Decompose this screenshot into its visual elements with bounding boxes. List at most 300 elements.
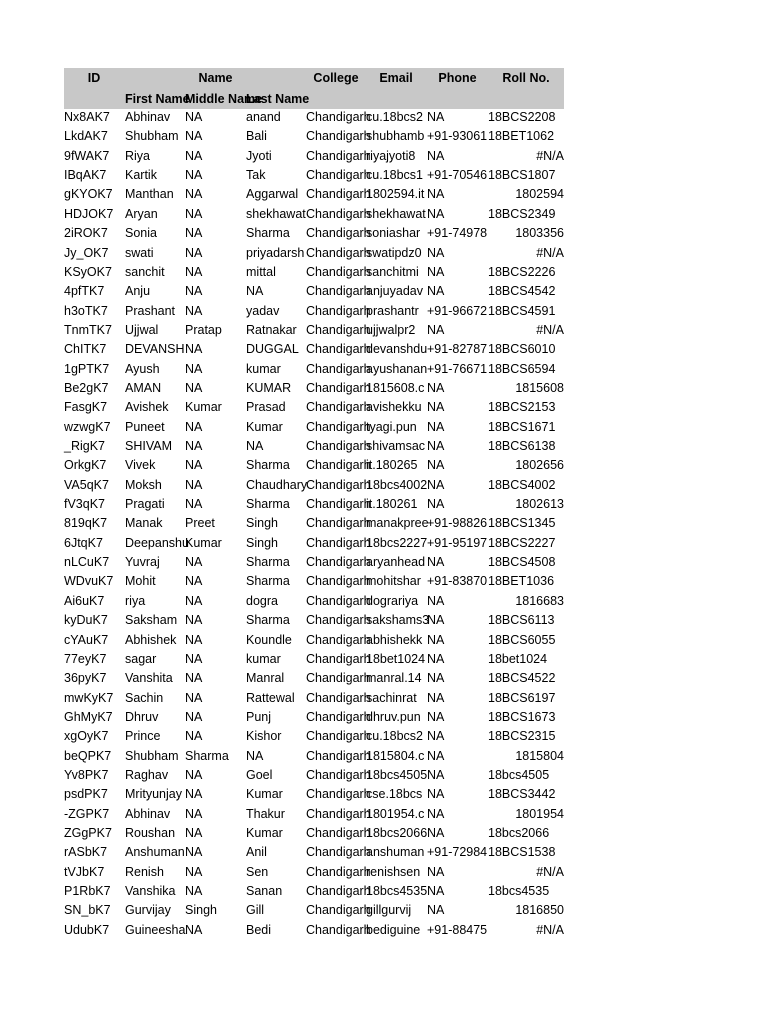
cell-middle-name: NA <box>185 826 203 840</box>
cell-roll-no: 18BCS4591 <box>488 303 556 318</box>
cell-roll-no: 1802656 <box>515 458 564 473</box>
cell-email: swatipdz0 <box>366 245 422 260</box>
cell-email: manakpree <box>366 516 429 531</box>
cell-first-name: Saksham <box>125 613 178 628</box>
cell-middle-name: NA <box>185 787 203 802</box>
cell-last-name: Jyoti <box>246 148 272 163</box>
cell-roll-no: 18BCS1671 <box>488 419 556 434</box>
cell-first-name: Prashant <box>125 303 176 318</box>
cell-phone: NA <box>427 826 445 840</box>
cell-middle-name: NA <box>185 690 203 705</box>
cell-phone: NA <box>427 110 445 124</box>
cell-phone: NA <box>427 264 445 279</box>
cell-first-name: AMAN <box>125 380 162 395</box>
cell-first-name: Abhishek <box>125 632 177 647</box>
cell-college: Chandigarh <box>306 284 371 299</box>
cell-roll-no: 18BCS2315 <box>488 729 556 744</box>
cell-id: Be2gK7 <box>64 380 109 395</box>
cell-phone: NA <box>427 651 445 666</box>
cell-college: Chandigarh <box>306 497 371 511</box>
cell-id: _RigK7 <box>64 439 105 453</box>
cell-phone: +91-83870 <box>427 574 488 589</box>
cell-roll-no: 18bcs2066 <box>488 826 550 840</box>
cell-id: xgOyK7 <box>64 729 109 744</box>
cell-first-name: Vanshika <box>125 884 176 898</box>
cell-id: OrkgK7 <box>64 458 107 473</box>
cell-last-name: shekhawat <box>246 206 306 221</box>
cell-middle-name: NA <box>185 226 203 241</box>
cell-first-name: Anshuman <box>125 845 185 860</box>
cell-phone: NA <box>427 864 445 879</box>
header-first-name: First Name <box>125 92 190 106</box>
cell-email: aryanhead <box>366 555 426 569</box>
cell-first-name: Abhinav <box>125 806 171 821</box>
cell-roll-no: 18BCS1673 <box>488 709 556 724</box>
cell-college: Chandigarh <box>306 380 371 395</box>
cell-college: Chandigarh <box>306 690 371 705</box>
cell-roll-no: 18BCS4508 <box>488 555 556 569</box>
cell-phone: NA <box>427 767 445 782</box>
cell-email: 18bcs2227 <box>366 535 428 550</box>
cell-college: Chandigarh <box>306 787 371 802</box>
header-last-name: Last Name <box>246 92 310 106</box>
cell-email: 1801954.c <box>366 806 425 821</box>
cell-email: anshuman <box>366 845 425 860</box>
cell-id: 77eyK7 <box>64 651 107 666</box>
cell-id: 6JtqK7 <box>64 535 103 550</box>
cell-id: 2iROK7 <box>64 226 108 241</box>
cell-middle-name: NA <box>185 729 203 744</box>
cell-phone: NA <box>427 632 445 647</box>
cell-college: Chandigarh <box>306 419 371 434</box>
cell-middle-name: NA <box>185 245 203 260</box>
cell-last-name: dogra <box>246 593 278 608</box>
cell-college: Chandigarh <box>306 922 371 937</box>
cell-first-name: Aryan <box>125 206 158 221</box>
cell-first-name: Vanshita <box>125 671 173 686</box>
cell-last-name: Sharma <box>246 555 290 569</box>
cell-phone: NA <box>427 787 445 802</box>
cell-last-name: Anil <box>246 845 267 860</box>
cell-email: dograriya <box>366 593 419 608</box>
cell-last-name: NA <box>246 748 264 763</box>
cell-id: gKYOK7 <box>64 187 113 202</box>
cell-id: Yv8PK7 <box>64 767 109 782</box>
cell-id: mwKyK7 <box>64 690 114 705</box>
cell-first-name: Roushan <box>125 826 176 840</box>
cell-last-name: Sanan <box>246 884 283 898</box>
cell-roll-no: 1816683 <box>515 593 564 608</box>
cell-email: tyagi.pun <box>366 419 417 434</box>
cell-middle-name: NA <box>185 419 203 434</box>
cell-last-name: Kishor <box>246 729 282 744</box>
cell-last-name: Singh <box>246 516 278 531</box>
cell-email: sakshams3 <box>366 613 430 628</box>
cell-phone: NA <box>427 477 445 492</box>
cell-id: WDvuK7 <box>64 574 114 589</box>
cell-last-name: Gill <box>246 903 265 918</box>
cell-roll-no: 18BCS2349 <box>488 206 556 221</box>
cell-middle-name: Pratap <box>185 322 222 337</box>
cell-id: nLCuK7 <box>64 555 110 569</box>
cell-middle-name: NA <box>185 709 203 724</box>
cell-phone: NA <box>427 555 445 569</box>
cell-first-name: Sachin <box>125 690 164 705</box>
cell-roll-no: 18BET1036 <box>488 574 555 589</box>
cell-phone: NA <box>427 419 445 434</box>
cell-phone: NA <box>427 884 445 898</box>
cell-id: IBqAK7 <box>64 168 107 183</box>
cell-last-name: Bali <box>246 129 267 144</box>
cell-middle-name: NA <box>185 767 203 782</box>
cell-id: GhMyK7 <box>64 709 113 724</box>
cell-last-name: Sharma <box>246 226 290 241</box>
cell-roll-no: 1803356 <box>515 226 564 241</box>
cell-email: mohitshar <box>366 574 421 589</box>
cell-roll-no: 18BCS1807 <box>488 168 556 183</box>
cell-phone: NA <box>427 593 445 608</box>
cell-id: P1RbK7 <box>64 884 111 898</box>
cell-id: TnmTK7 <box>64 322 112 337</box>
cell-roll-no: 18BET1062 <box>488 129 555 144</box>
cell-last-name: Sen <box>246 864 269 879</box>
cell-email: abhishekk <box>366 632 423 647</box>
cell-id: Ai6uK7 <box>64 593 105 608</box>
cell-middle-name: NA <box>185 632 203 647</box>
cell-email: cu.18bcs1 <box>366 168 423 183</box>
cell-roll-no: 18BCS6594 <box>488 361 556 376</box>
cell-college: Chandigarh <box>306 651 371 666</box>
cell-id: ChITK7 <box>64 342 107 357</box>
cell-roll-no: 18BCS4522 <box>488 671 556 686</box>
cell-phone: NA <box>427 613 445 628</box>
cell-phone: NA <box>427 497 445 511</box>
cell-id: KSyOK7 <box>64 264 112 279</box>
cell-id: beQPK7 <box>64 748 112 763</box>
cell-college: Chandigarh <box>306 439 371 453</box>
cell-email: 18bcs4535 <box>366 884 428 898</box>
cell-id: rASbK7 <box>64 845 108 860</box>
cell-roll-no: #N/A <box>536 922 564 937</box>
cell-college: Chandigarh <box>306 206 371 221</box>
cell-id: FasgK7 <box>64 400 108 415</box>
cell-email: 18bcs4002 <box>366 477 428 492</box>
cell-last-name: mittal <box>246 264 276 279</box>
cell-first-name: Manthan <box>125 187 174 202</box>
cell-email: 1802594.it <box>366 187 425 202</box>
cell-phone: +91-82787 <box>427 342 488 357</box>
cell-first-name: Moksh <box>125 477 162 492</box>
cell-college: Chandigarh <box>306 593 371 608</box>
cell-roll-no: 1802594 <box>515 187 564 202</box>
cell-email: ayushanan <box>366 361 428 376</box>
cell-first-name: Shubham <box>125 129 179 144</box>
cell-id: fV3qK7 <box>64 497 106 511</box>
cell-phone: NA <box>427 187 445 202</box>
cell-id: Jy_OK7 <box>64 245 109 260</box>
cell-id: HDJOK7 <box>64 206 114 221</box>
cell-first-name: Ujjwal <box>125 322 159 337</box>
cell-email: soniashar <box>366 226 421 241</box>
cell-college: Chandigarh <box>306 168 371 183</box>
cell-college: Chandigarh <box>306 245 371 260</box>
cell-email: ujjwalpr2 <box>366 322 416 337</box>
header-email: Email <box>379 71 413 85</box>
cell-last-name: Kumar <box>246 826 283 840</box>
cell-middle-name: NA <box>185 110 203 124</box>
cell-last-name: Koundle <box>246 632 292 647</box>
cell-roll-no: 1815804 <box>515 748 564 763</box>
cell-middle-name: NA <box>185 361 203 376</box>
cell-roll-no: 18BCS6010 <box>488 342 556 357</box>
cell-last-name: yadav <box>246 303 280 318</box>
header-name: Name <box>198 71 233 85</box>
cell-roll-no: 18BCS6113 <box>488 613 555 628</box>
cell-phone: +91-88475 <box>427 922 488 937</box>
cell-last-name: Tak <box>246 168 266 183</box>
cell-middle-name: NA <box>185 806 203 821</box>
cell-middle-name: NA <box>185 651 203 666</box>
cell-id: Nx8AK7 <box>64 110 110 124</box>
cell-college: Chandigarh <box>306 458 371 473</box>
cell-email: 18bcs4505 <box>366 767 428 782</box>
cell-roll-no: 18BCS6197 <box>488 690 556 705</box>
cell-last-name: kumar <box>246 361 281 376</box>
cell-college: Chandigarh <box>306 767 371 782</box>
cell-id: 819qK7 <box>64 516 108 531</box>
cell-college: Chandigarh <box>306 187 371 202</box>
cell-id: 1gPTK7 <box>64 361 110 376</box>
cell-roll-no: 18BCS6055 <box>488 632 556 647</box>
cell-middle-name: NA <box>185 574 203 589</box>
cell-first-name: Anju <box>125 284 151 299</box>
cell-last-name: Prasad <box>246 400 286 415</box>
cell-phone: +91-96672 <box>427 303 488 318</box>
cell-id: tVJbK7 <box>64 864 105 879</box>
cell-roll-no: 1802613 <box>515 497 564 511</box>
cell-middle-name: NA <box>185 206 203 221</box>
cell-phone: NA <box>427 748 445 763</box>
cell-last-name: DUGGAL <box>246 342 299 357</box>
cell-college: Chandigarh <box>306 671 371 686</box>
cell-id: ZGgPK7 <box>64 826 112 840</box>
cell-last-name: Aggarwal <box>246 187 299 202</box>
cell-college: Chandigarh <box>306 729 371 744</box>
cell-last-name: Punj <box>246 709 272 724</box>
cell-last-name: Sharma <box>246 458 290 473</box>
cell-college: Chandigarh <box>306 361 371 376</box>
cell-middle-name: NA <box>185 148 203 163</box>
cell-phone: NA <box>427 284 445 299</box>
cell-first-name: sanchit <box>125 264 165 279</box>
cell-first-name: Kartik <box>125 168 157 183</box>
cell-phone: NA <box>427 671 445 686</box>
cell-last-name: Kumar <box>246 787 283 802</box>
cell-id: cYAuK7 <box>64 632 109 647</box>
cell-email: shubhamb <box>366 129 425 144</box>
cell-college: Chandigarh <box>306 884 371 898</box>
cell-first-name: Pragati <box>125 497 165 511</box>
cell-middle-name: NA <box>185 497 203 511</box>
cell-last-name: Bedi <box>246 922 272 937</box>
cell-first-name: SHIVAM <box>125 439 172 453</box>
cell-last-name: Sharma <box>246 497 290 511</box>
cell-college: Chandigarh <box>306 226 371 241</box>
cell-roll-no: 18BCS2153 <box>488 400 556 415</box>
cell-email: gillgurvij <box>366 903 412 918</box>
cell-phone: +91-98826 <box>427 516 488 531</box>
cell-roll-no: 18BCS4002 <box>488 477 556 492</box>
cell-middle-name: Kumar <box>185 535 222 550</box>
cell-college: Chandigarh <box>306 613 371 628</box>
cell-college: Chandigarh <box>306 845 371 860</box>
cell-first-name: Yuvraj <box>125 555 160 569</box>
cell-college: Chandigarh <box>306 129 371 144</box>
cell-first-name: swati <box>125 245 154 260</box>
cell-roll-no: 18bcs4505 <box>488 767 550 782</box>
cell-last-name: Sharma <box>246 613 290 628</box>
cell-first-name: Ayush <box>125 361 160 376</box>
cell-id: VA5qK7 <box>64 477 109 492</box>
cell-email: shekhawat <box>366 206 426 221</box>
cell-middle-name: NA <box>185 129 203 144</box>
cell-id: wzwgK7 <box>64 419 111 434</box>
cell-roll-no: 18BCS2227 <box>488 535 556 550</box>
cell-college: Chandigarh <box>306 322 371 337</box>
cell-roll-no: 18BCS2208 <box>488 110 556 124</box>
cell-middle-name: NA <box>185 477 203 492</box>
cell-roll-no: 1815608 <box>515 380 564 395</box>
cell-phone: NA <box>427 400 445 415</box>
cell-college: Chandigarh <box>306 748 371 763</box>
header-id: ID <box>87 71 101 85</box>
cell-roll-no: 18BCS1345 <box>488 516 556 531</box>
cell-college: Chandigarh <box>306 477 371 492</box>
cell-college: Chandigarh <box>306 535 371 550</box>
cell-first-name: Dhruv <box>125 709 159 724</box>
cell-college: Chandigarh <box>306 826 371 840</box>
cell-id: h3oTK7 <box>64 303 108 318</box>
cell-phone: NA <box>427 458 445 473</box>
cell-first-name: Deepanshu <box>125 535 189 550</box>
cell-email: sachinrat <box>366 690 417 705</box>
cell-email: renishsen <box>366 864 421 879</box>
cell-roll-no: 18BCS4542 <box>488 284 556 299</box>
cell-roll-no: 1801954 <box>515 806 564 821</box>
cell-middle-name: NA <box>185 342 203 357</box>
cell-first-name: Guineesha <box>125 922 186 937</box>
header-middle-name: Middle Name <box>185 92 263 106</box>
cell-college: Chandigarh <box>306 709 371 724</box>
cell-email: 1815804.c <box>366 748 425 763</box>
cell-college: Chandigarh <box>306 555 371 569</box>
cell-roll-no: #N/A <box>536 245 564 260</box>
cell-email: cu.18bcs2 <box>366 110 423 124</box>
cell-first-name: Abhinav <box>125 110 171 124</box>
cell-middle-name: NA <box>185 380 203 395</box>
cell-email: 1815608.c <box>366 380 425 395</box>
cell-middle-name: Sharma <box>185 748 229 763</box>
cell-last-name: NA <box>246 439 264 453</box>
cell-last-name: Ratnakar <box>246 322 297 337</box>
cell-middle-name: NA <box>185 264 203 279</box>
cell-college: Chandigarh <box>306 903 371 918</box>
cell-email: it.180261 <box>366 497 418 511</box>
cell-college: Chandigarh <box>306 574 371 589</box>
cell-phone: NA <box>427 206 445 221</box>
cell-college: Chandigarh <box>306 632 371 647</box>
cell-last-name: anand <box>246 110 281 124</box>
cell-middle-name: NA <box>185 593 203 608</box>
cell-id: UdubK7 <box>64 922 110 937</box>
cell-phone: NA <box>427 690 445 705</box>
cell-roll-no: 18bet1024 <box>488 651 548 666</box>
cell-phone: +91-95197 <box>427 535 488 550</box>
cell-phone: NA <box>427 245 445 260</box>
cell-phone: NA <box>427 709 445 724</box>
cell-middle-name: NA <box>185 864 203 879</box>
cell-email: riyajyoti8 <box>366 148 416 163</box>
cell-first-name: Mohit <box>125 574 156 589</box>
cell-middle-name: NA <box>185 555 203 569</box>
cell-roll-no: 18BCS3442 <box>488 787 556 802</box>
cell-last-name: Chaudhary <box>246 477 308 492</box>
cell-last-name: kumar <box>246 651 281 666</box>
header-roll-no: Roll No. <box>502 71 550 85</box>
cell-email: bediguine <box>366 922 421 937</box>
cell-email: sanchitmi <box>366 264 419 279</box>
cell-phone: NA <box>427 439 445 453</box>
cell-id: -ZGPK7 <box>64 806 110 821</box>
cell-first-name: Riya <box>125 148 151 163</box>
cell-college: Chandigarh <box>306 806 371 821</box>
cell-middle-name: NA <box>185 187 203 202</box>
cell-first-name: Vivek <box>125 458 156 473</box>
cell-middle-name: Preet <box>185 516 215 531</box>
cell-last-name: KUMAR <box>246 380 292 395</box>
cell-college: Chandigarh <box>306 148 371 163</box>
cell-email: cu.18bcs2 <box>366 729 423 744</box>
cell-email: prashantr <box>366 303 419 318</box>
cell-id: 4pfTK7 <box>64 284 105 299</box>
cell-first-name: Raghav <box>125 767 169 782</box>
cell-phone: +91-93061 <box>427 129 488 144</box>
cell-roll-no: 18BCS2226 <box>488 264 556 279</box>
cell-last-name: Rattewal <box>246 690 295 705</box>
cell-phone: NA <box>427 322 445 337</box>
cell-last-name: Singh <box>246 535 278 550</box>
cell-email: avishekku <box>366 400 422 415</box>
cell-first-name: Sonia <box>125 226 157 241</box>
cell-id: 9fWAK7 <box>64 148 110 163</box>
cell-id: LkdAK7 <box>64 129 108 144</box>
cell-first-name: sagar <box>125 651 157 666</box>
cell-first-name: Gurvijay <box>125 903 171 918</box>
cell-last-name: Sharma <box>246 574 290 589</box>
cell-college: Chandigarh <box>306 342 371 357</box>
header-phone: Phone <box>438 71 477 85</box>
cell-phone: +91-70546 <box>427 168 488 183</box>
cell-middle-name: NA <box>185 303 203 318</box>
cell-last-name: priyadarsh <box>246 245 305 260</box>
cell-phone: +91-76671 <box>427 361 488 376</box>
cell-first-name: Manak <box>125 516 163 531</box>
cell-middle-name: NA <box>185 439 203 453</box>
cell-middle-name: NA <box>185 613 203 628</box>
cell-middle-name: NA <box>185 845 203 860</box>
cell-first-name: Shubham <box>125 748 179 763</box>
cell-phone: NA <box>427 806 445 821</box>
